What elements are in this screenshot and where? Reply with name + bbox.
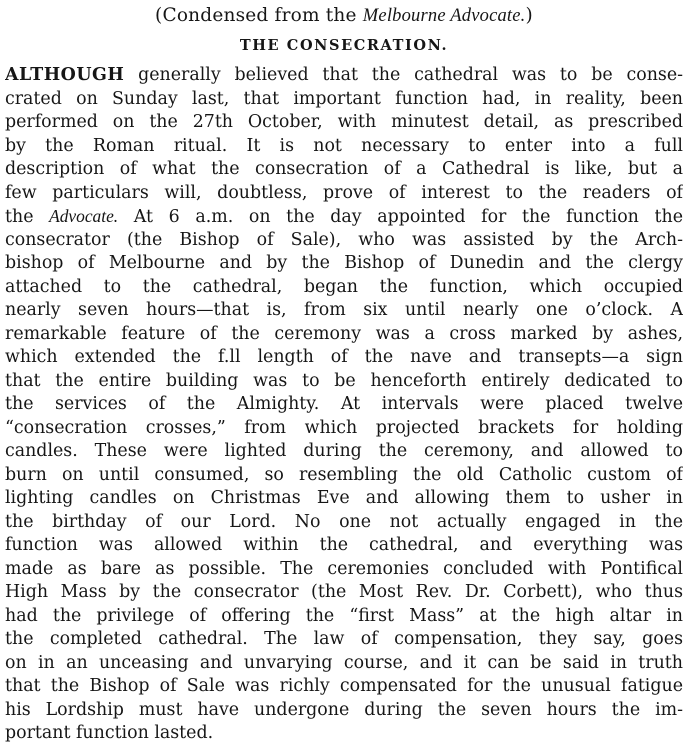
- body-line: which extended the f.ll length of the nave and transepts—a sign: [5, 347, 683, 367]
- body-line: [5, 64, 683, 88]
- source-publication: Melbourne Advocate.: [362, 6, 526, 26]
- body-line: bishop of Melbourne and by the Bishop of Dunedin and the clergy: [5, 253, 683, 273]
- article-body: [5, 64, 683, 746]
- body-line: that the entire building was to be henceforth entirely dedicated to: [5, 370, 683, 391]
- body-line: on in an unceasing and unvarying course, and it can be said in truth: [5, 652, 683, 673]
- body-line: the services of the Almighty. At intervals were placed twelve: [5, 394, 683, 414]
- body-line: few particulars will, doubtless, prove of interest to the readers of: [5, 182, 683, 203]
- publication-name: Advocate.: [49, 206, 119, 226]
- source-attribution: [0, 4, 688, 28]
- body-line: performed on the 27th October, with minutest detail, as prescribed: [5, 112, 683, 132]
- body-line: lighting candles on Christmas Eve and allowing them to usher in: [5, 488, 683, 508]
- body-line-final: portant function lasted.: [5, 723, 214, 743]
- source-open: (Condensed from the: [155, 5, 357, 26]
- body-line: crated on Sunday last, that important function had, in reality, been: [5, 88, 683, 109]
- body-line: [5, 205, 683, 229]
- body-line: nearly seven hours—that is, from six until nearly one o’clock. A: [5, 300, 683, 320]
- body-line: remarkable feature of the ceremony was a cross marked by ashes,: [5, 323, 683, 344]
- body-line: High Mass by the consecrator (the Most Rev. Dr. Corbett), who thus: [5, 582, 683, 602]
- body-line: “consecration crosses,” from which projected brackets for holding: [5, 417, 683, 438]
- body-line: the completed cathedral. The law of compensation, they say, goes: [5, 629, 683, 649]
- body-line: burn on until consumed, so resembling the old Catholic custom of: [5, 464, 683, 485]
- body-line-text: At 6 a.m. on the day appointed for the function the: [118, 207, 683, 227]
- body-line: attached to the cathedral, began the function, which occupied: [5, 276, 683, 297]
- body-line: consecrator (the Bishop of Sale), who was assisted by the Arch-: [5, 229, 683, 250]
- body-line: had the privilege of offering the “first Mass” at the high altar in: [5, 605, 683, 626]
- body-line-text: generally believed that the cathedral was to be conse-: [124, 65, 683, 85]
- body-line-text: the: [5, 207, 50, 227]
- article-headline: THE CONSECRATION.: [239, 37, 449, 54]
- drop-lead-word: ALTHOUGH: [5, 65, 125, 85]
- body-line: description of what the consecration of a Cathedral is like, but a: [5, 159, 683, 179]
- source-close: ): [525, 5, 533, 26]
- body-line: candles. These were lighted during the ceremony, and allowed to: [5, 441, 683, 461]
- body-line: by the Roman ritual. It is not necessary to enter into a full: [5, 135, 683, 156]
- body-line: that the Bishop of Sale was richly compensated for the unusual fatigue: [5, 676, 683, 696]
- body-line: his Lordship must have undergone during the seven hours the im-: [5, 699, 683, 720]
- body-line: made as bare as possible. The ceremonies concluded with Pontifical: [5, 558, 683, 579]
- body-line: the birthday of our Lord. No one not actually engaged in the: [5, 511, 683, 532]
- body-line: function was allowed within the cathedral, and everything was: [5, 535, 683, 555]
